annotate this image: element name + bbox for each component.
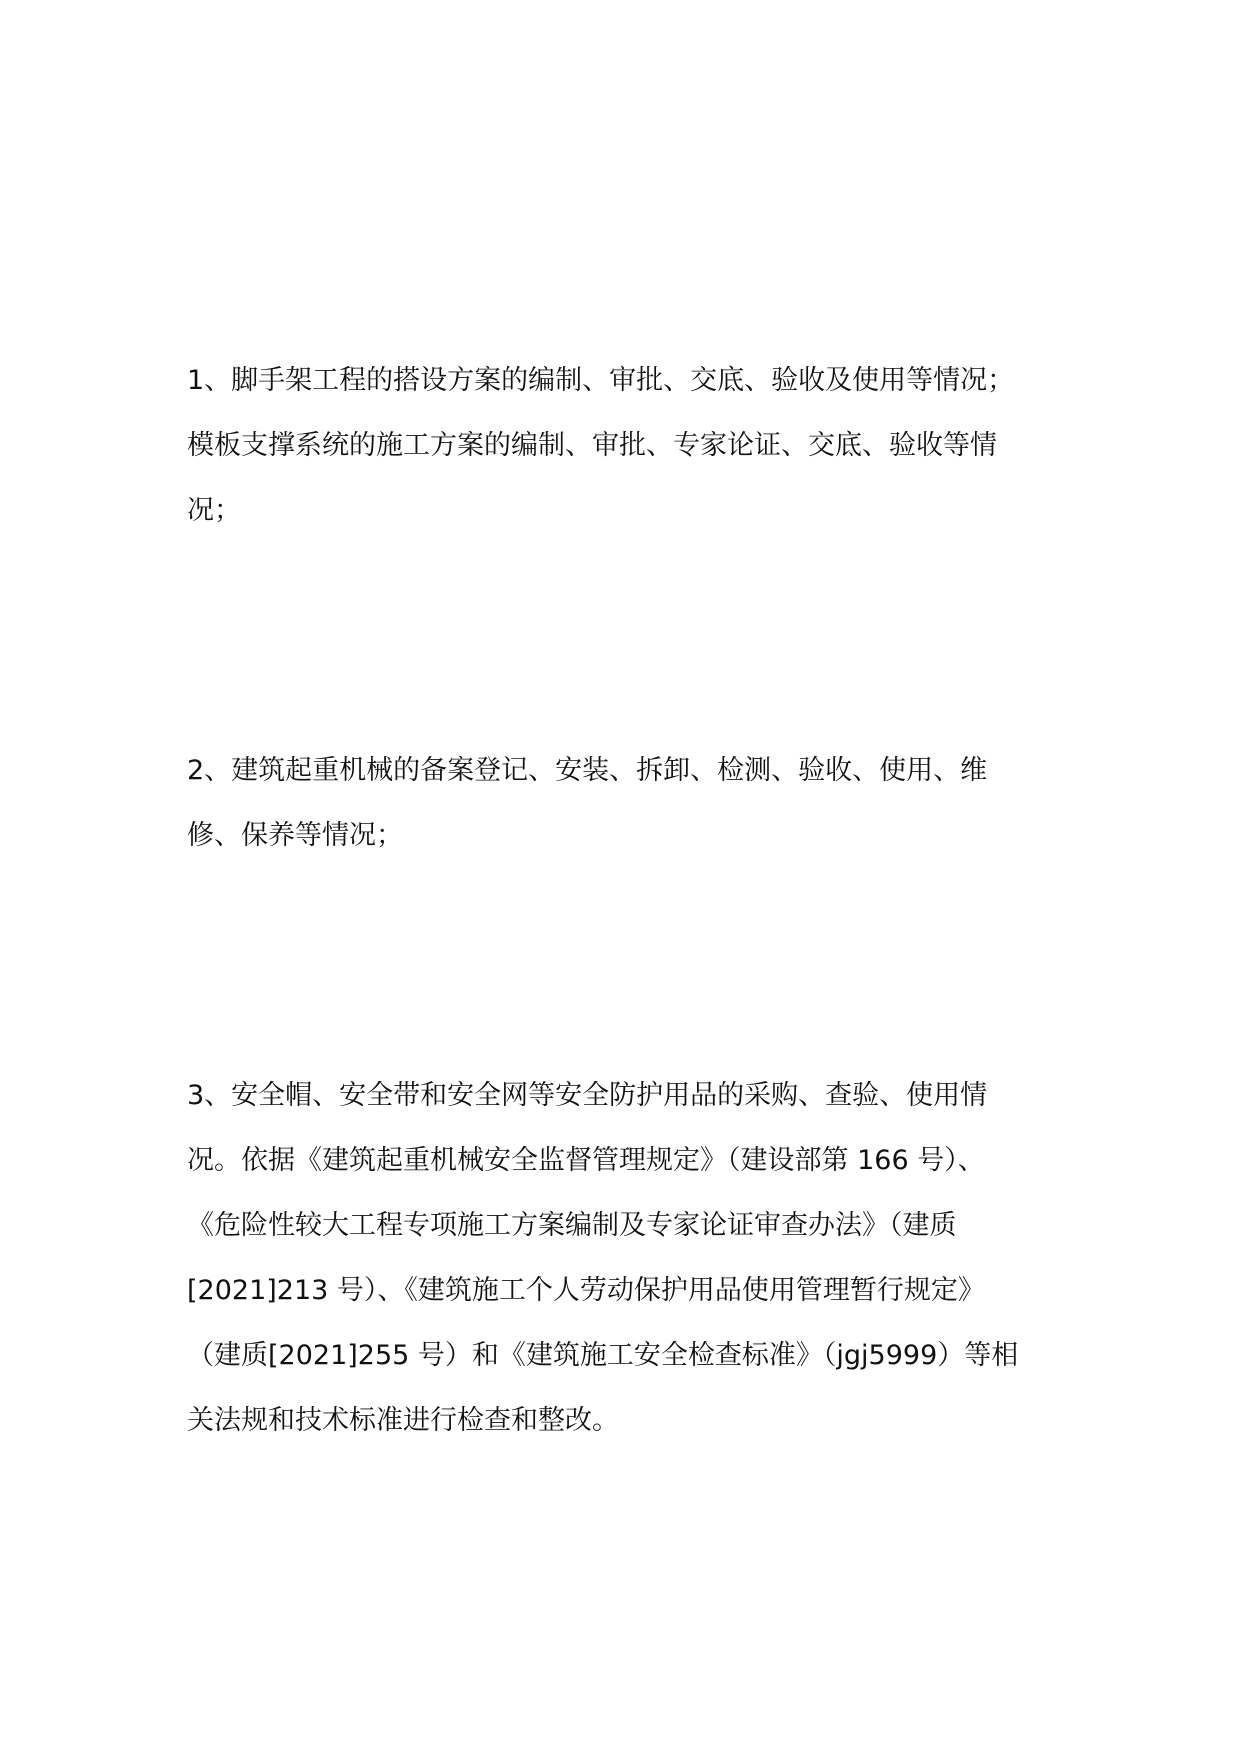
text-line: 《危险性较大工程专项施工方案编制及专家论证审查办法》（建质 bbox=[187, 1210, 957, 1241]
text-line: 模板支撑系统的施工方案的编制、审批、专家论证、交底、验收等情 bbox=[187, 430, 997, 461]
paragraph-1 bbox=[187, 348, 1057, 543]
paragraph-2 bbox=[187, 738, 1057, 868]
text-line: 1、脚手架工程的搭设方案的编制、审批、交底、验收及使用等情况； bbox=[187, 365, 1015, 396]
text-line: 2、建筑起重机械的备案登记、安装、拆卸、检测、验收、使用、维 bbox=[187, 755, 988, 786]
text-line: 况。依据《建筑起重机械安全监督管理规定》（建设部第 166 号）、 bbox=[187, 1145, 985, 1176]
text-line: [2021]213 号）、《建筑施工个人劳动保护用品使用管理暂行规定》 bbox=[187, 1275, 985, 1306]
paragraph-3 bbox=[187, 1063, 1057, 1453]
text-line: 3、安全帽、安全带和安全网等安全防护用品的采购、查验、使用情 bbox=[187, 1080, 988, 1111]
text-line: 况； bbox=[187, 495, 241, 526]
text-line: （建质[2021]255 号）和《建筑施工安全检查标准》（jgj5999）等相 bbox=[187, 1340, 1019, 1371]
text-line: 关法规和技术标准进行检查和整改。 bbox=[187, 1405, 619, 1436]
text-line: 修、保养等情况； bbox=[187, 820, 403, 851]
